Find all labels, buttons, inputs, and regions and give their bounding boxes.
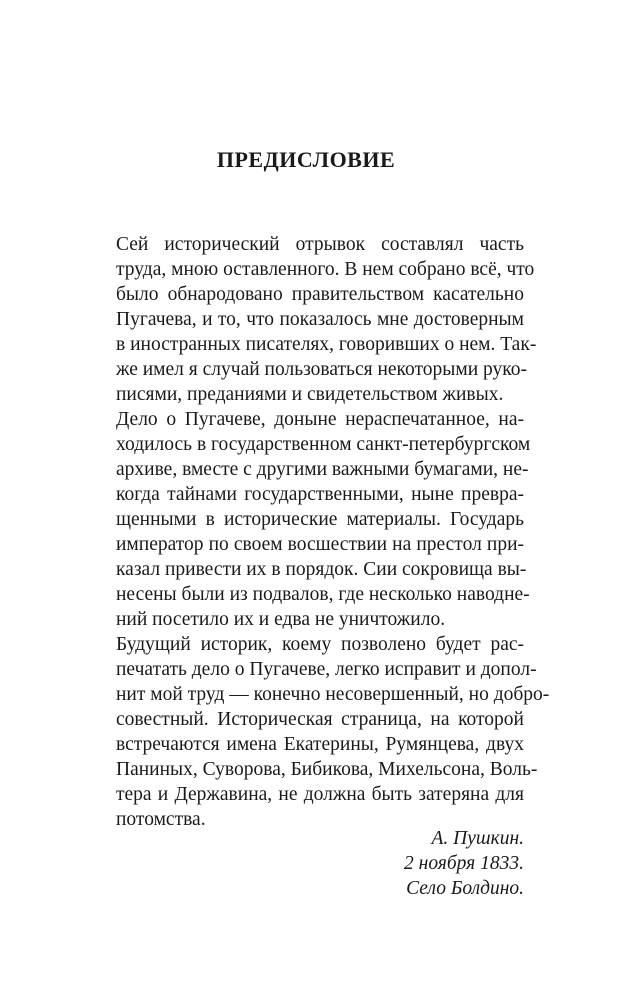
text-line: несены были из подвалов, где несколько наводне- xyxy=(116,584,530,605)
text-line: ходилось в государственном санкт-петербургском xyxy=(116,434,531,455)
text-line: потомства. xyxy=(116,809,206,830)
text-line: же имел я случай пользоваться некоторыми руко- xyxy=(116,359,527,380)
text-line: встречаются имена Екатерины, Румянцева, двух xyxy=(116,734,524,755)
paragraph-1 xyxy=(88,232,537,407)
signature-date: 2 ноября 1833. xyxy=(404,853,524,874)
text-line: труда, мною оставленного. В нем собрано всё, что xyxy=(116,259,535,280)
text-line: было обнародовано правительством касательно xyxy=(116,284,524,305)
text-line: архиве, вместе с другими важными бумагами, не- xyxy=(116,459,529,480)
text-line: тера и Державина, не должна быть затеряна для xyxy=(116,784,524,805)
text-line: Пугачева, и то, что показалось мне достоверным xyxy=(116,309,524,330)
text-line: император по своем восшествии на престол при- xyxy=(116,534,524,555)
paragraph-3 xyxy=(88,632,550,832)
text-line: Сей исторический отрывок составлял часть xyxy=(116,234,524,255)
text-line: ний посетило их и едва не уничтожило. xyxy=(116,609,446,630)
text-line: печатать дело о Пугачеве, легко исправит и допол- xyxy=(116,659,537,680)
text-line: Паниных, Суворова, Бибикова, Михельсона, Воль- xyxy=(116,759,538,780)
text-line: щенными в исторические материалы. Государь xyxy=(116,509,524,530)
signature-author: А. Пушкин. xyxy=(431,828,524,849)
signature-place: Село Болдино. xyxy=(406,878,524,899)
text-line: нит мой труд — конечно несовершенный, но добро- xyxy=(116,684,550,705)
text-line: Будущий историк, коему позволено будет рас- xyxy=(116,634,524,655)
text-line: когда тайнами государственными, ныне превра- xyxy=(116,484,524,505)
text-line: Дело о Пугачеве, доныне нераспечатанное, на- xyxy=(116,409,524,430)
text-line: казал привести их в порядок. Сии сокровища вы- xyxy=(116,559,527,580)
signature-block xyxy=(404,826,524,901)
paragraph-2 xyxy=(88,407,531,632)
page-title: ПРЕДИСЛОВИЕ xyxy=(216,147,396,172)
preface-body xyxy=(88,232,550,832)
text-line: в иностранных писателях, говоривших о нем. Так- xyxy=(116,334,537,355)
text-line: писями, преданиями и свидетельством живых. xyxy=(116,384,504,405)
text-line: совестный. Историческая страница, на которой xyxy=(116,709,524,730)
